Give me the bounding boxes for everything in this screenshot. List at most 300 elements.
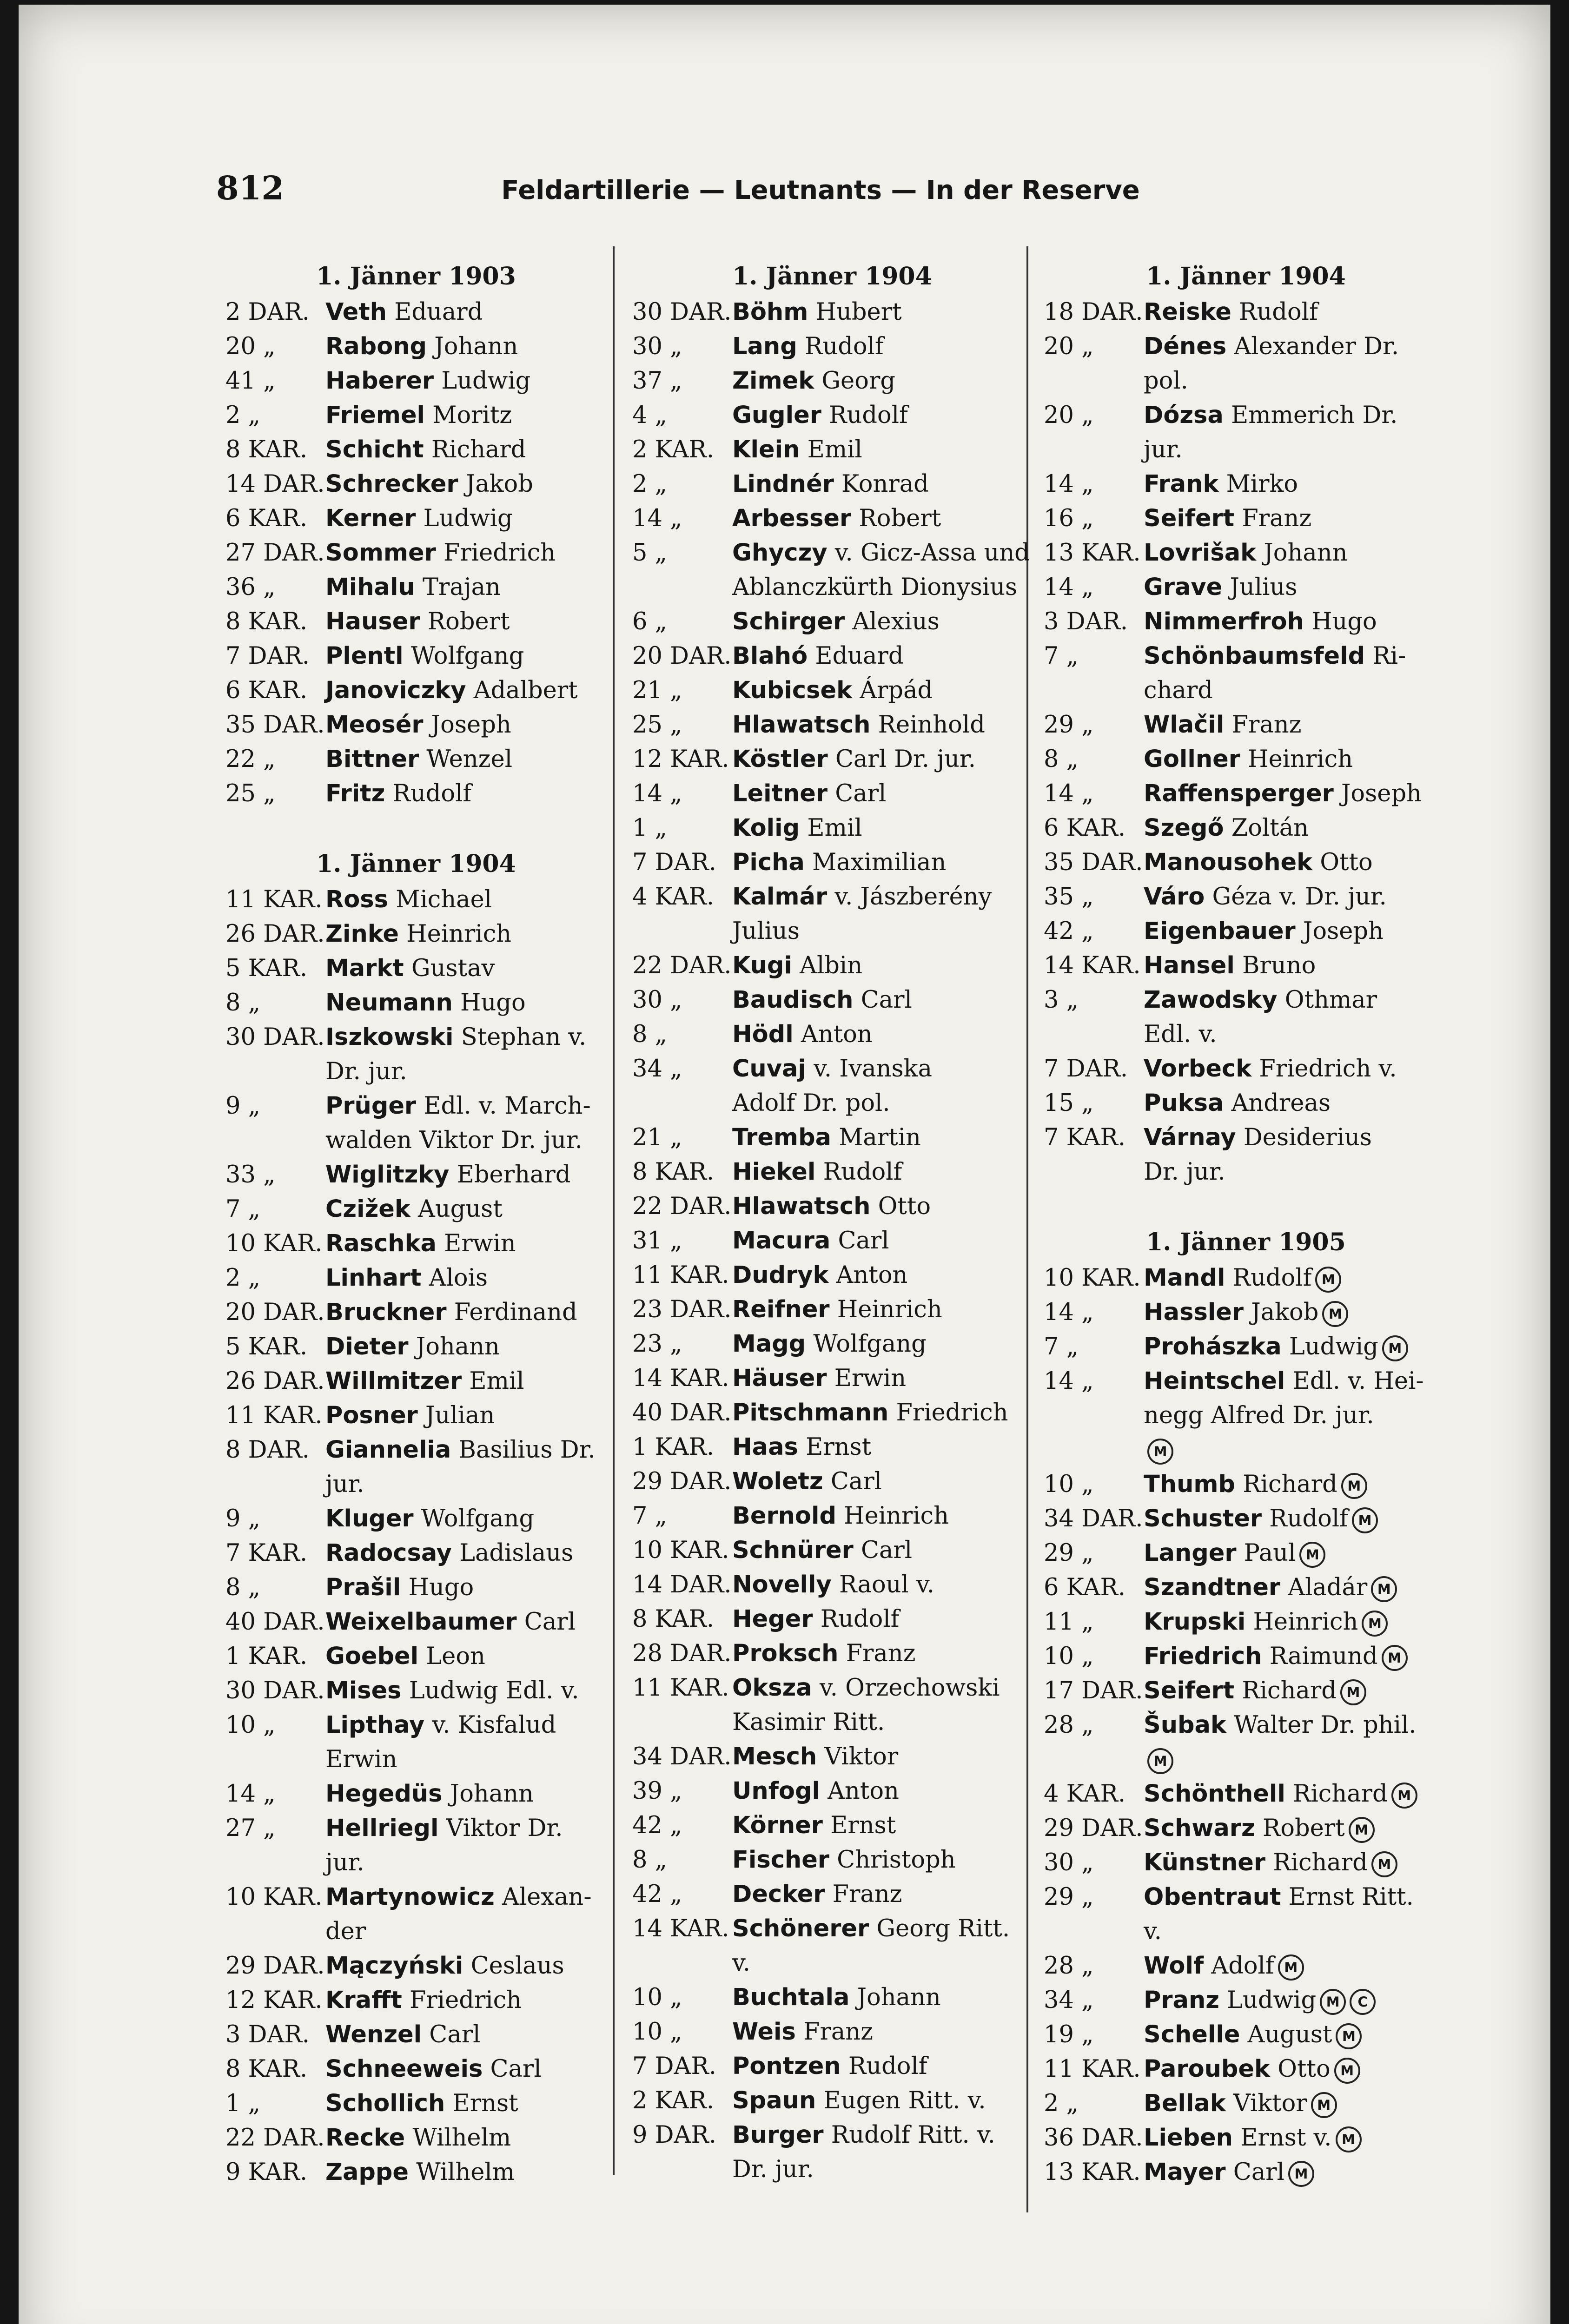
roster-entry <box>225 1399 607 1433</box>
name-detail: Carl <box>828 780 887 807</box>
entry-line <box>732 1499 1032 1533</box>
roster-entry <box>632 398 1032 433</box>
name-detail: Ernst <box>445 2090 518 2117</box>
name-detail: Rudolf <box>797 333 884 360</box>
entry-line <box>325 467 607 502</box>
rank-unit: 14 KAR. <box>632 1915 729 1942</box>
officer-name: Friedrich <box>1144 1643 1262 1670</box>
rank-unit: 41 „ <box>225 367 276 395</box>
officer-name: Neumann <box>325 989 453 1017</box>
entry-line <box>325 1605 607 1639</box>
rank-unit: 4 KAR. <box>1044 1780 1126 1808</box>
roster-column <box>225 258 607 2233</box>
officer-name: Böhm <box>732 298 808 326</box>
rank-unit: 40 DAR. <box>632 1399 732 1426</box>
officer-name: Tremba <box>732 1124 831 1151</box>
entry-line <box>325 1536 607 1571</box>
roster-entry <box>1044 1536 1448 1571</box>
roster-entry <box>632 742 1032 777</box>
rank-unit: 14 „ <box>1044 574 1094 601</box>
rank-unit: 26 DAR. <box>225 1367 325 1395</box>
entry-line <box>732 1740 1032 1774</box>
roster-entry <box>1044 2018 1448 2052</box>
entry-line <box>325 1983 607 2018</box>
name-detail: Jakob <box>1244 1299 1319 1326</box>
entry-line <box>325 364 607 398</box>
roster-entry <box>225 1158 607 1192</box>
roster-entry <box>1044 570 1448 605</box>
rank-unit: 10 KAR. <box>1044 1264 1141 1292</box>
officer-name: Janoviczky <box>325 677 466 704</box>
officer-name: Frank <box>1144 470 1219 498</box>
rank-unit: 6 KAR. <box>1044 814 1126 842</box>
entry-line <box>325 951 607 986</box>
entry-line <box>1144 1983 1448 2018</box>
roster-entry <box>1044 1364 1448 1467</box>
roster-entry <box>225 1949 607 1983</box>
name-detail: Alexan- <box>494 1883 592 1911</box>
entry-line <box>325 1020 607 1055</box>
officer-name: Rabong <box>325 333 427 360</box>
rank-unit: 7 DAR. <box>225 642 310 670</box>
name-detail: Ernst <box>798 1433 872 1461</box>
rank-unit: 21 „ <box>632 1124 682 1151</box>
rank-unit: 11 KAR. <box>225 1402 323 1429</box>
name-detail: v. Jászberény <box>827 883 992 911</box>
circled-m-mark: M <box>1288 2161 1314 2187</box>
name-detail: Johann <box>1256 539 1348 567</box>
rank-unit: 4 KAR. <box>632 883 715 911</box>
circled-m-mark: M <box>1322 1301 1348 1327</box>
name-detail: Emil <box>800 436 862 463</box>
roster-entry <box>225 1330 607 1364</box>
entry-line: Adolf Dr. pol. <box>732 1089 890 1117</box>
name-detail: Wolfgang <box>403 642 524 670</box>
officer-name: Mesch <box>732 1743 817 1770</box>
rank-unit: 30 „ <box>632 986 682 1014</box>
circled-m-mark: M <box>1336 2023 1362 2049</box>
officer-name: Czižek <box>325 1195 410 1223</box>
officer-name: Nimmerfroh <box>1144 608 1304 635</box>
roster-entry <box>632 605 1032 639</box>
roster-entry <box>225 1089 607 1158</box>
officer-name: Kluger <box>325 1505 414 1532</box>
entry-line <box>325 536 607 570</box>
name-detail: Árpád <box>852 677 933 704</box>
name-detail: Friedrich <box>436 539 556 567</box>
name-detail: Carl <box>1225 2159 1284 2186</box>
roster-entry <box>225 639 607 673</box>
roster-entry <box>632 1121 1032 1155</box>
officer-name: Weixelbaumer <box>325 1608 517 1636</box>
entry-line <box>1144 1639 1448 1674</box>
roster-entry <box>632 2084 1032 2118</box>
name-detail: Ludwig <box>1281 1333 1378 1360</box>
name-detail: Carl <box>853 1537 913 1564</box>
entry-line: negg Alfred Dr. jur. <box>1144 1402 1374 1429</box>
roster-entry <box>225 951 607 986</box>
rank-unit: 8 „ <box>1044 746 1079 773</box>
officer-name: Meosér <box>325 711 424 739</box>
name-detail: Aladár <box>1280 1574 1368 1601</box>
officer-name: Manousohek <box>1144 849 1313 876</box>
entry-line <box>732 1637 1032 1671</box>
rank-unit: 14 „ <box>225 1780 276 1808</box>
rank-unit: 8 KAR. <box>225 2055 308 2083</box>
entry-line <box>732 1258 1032 1293</box>
name-detail: August <box>1240 2021 1332 2048</box>
roster-entry <box>632 1396 1032 1430</box>
rank-unit: 11 KAR. <box>632 1261 729 1289</box>
rank-unit: 31 „ <box>632 1227 682 1254</box>
rank-unit: 9 „ <box>225 1092 261 1120</box>
name-detail: Ludwig <box>1219 1987 1317 2014</box>
roster-entry <box>225 1227 607 1261</box>
roster-entry <box>225 2121 607 2155</box>
officer-name: Cuvaj <box>732 1055 806 1083</box>
roster-entry <box>1044 777 1448 811</box>
section-heading: 1. Jänner 1904 <box>732 262 932 290</box>
entry-line <box>1144 639 1448 673</box>
rank-unit: 1 „ <box>632 814 668 842</box>
roster-entry <box>1044 2052 1448 2086</box>
rank-unit: 7 DAR. <box>632 2053 716 2080</box>
officer-name: Mayer <box>1144 2159 1226 2186</box>
roster-entry <box>632 1568 1032 1602</box>
officer-name: Linhart <box>325 1264 422 1292</box>
officer-name: Proksch <box>732 1640 839 1667</box>
roster-entry <box>225 1295 607 1330</box>
officer-name: Schelle <box>1144 2021 1240 2048</box>
officer-name: Hödl <box>732 1021 794 1048</box>
entry-line: der <box>325 1918 366 1945</box>
officer-name: Lang <box>732 333 797 360</box>
entry-line <box>1144 330 1448 364</box>
rank-unit: 7 „ <box>632 1502 668 1530</box>
section-gap <box>225 811 607 845</box>
roster-entry <box>632 1361 1032 1396</box>
roster-entry <box>632 983 1032 1017</box>
roster-entry <box>1044 1708 1448 1777</box>
rank-unit: 14 DAR. <box>632 1571 732 1598</box>
rank-unit: 4 „ <box>632 402 668 429</box>
name-detail: Jakob <box>458 470 533 498</box>
roster-entry <box>632 1052 1032 1121</box>
roster-entry <box>225 986 607 1020</box>
roster-entry <box>225 673 607 708</box>
name-detail: Leon <box>418 1643 485 1670</box>
name-detail: Mirko <box>1218 470 1298 498</box>
rank-unit: 22 DAR. <box>225 2124 325 2152</box>
entry-line <box>325 433 607 467</box>
entry-line <box>1144 1433 1448 1467</box>
officer-name: Schollich <box>325 2090 445 2117</box>
roster-entry <box>225 2086 607 2121</box>
officer-name: Magg <box>732 1330 806 1358</box>
section-gap <box>1044 1189 1448 1224</box>
rank-unit: 27 „ <box>225 1815 276 1842</box>
rank-unit: 2 KAR. <box>632 436 715 463</box>
roster-entry <box>225 742 607 777</box>
officer-name: Hansel <box>1144 952 1235 979</box>
entry-line <box>732 673 1032 708</box>
roster-entry <box>1044 742 1448 777</box>
rank-unit: 34 DAR. <box>1044 1505 1143 1532</box>
rank-unit: 5 KAR. <box>225 955 308 982</box>
entry-line: jur. <box>325 1471 364 1498</box>
entry-line <box>732 1224 1032 1258</box>
name-detail: Alexius <box>845 608 940 635</box>
name-detail: Franz <box>838 1640 916 1667</box>
entry-line <box>1144 845 1448 880</box>
roster-entry <box>632 1258 1032 1293</box>
entry-line <box>732 398 1032 433</box>
officer-name: Várnay <box>1144 1124 1236 1151</box>
rank-unit: 6 KAR. <box>1044 1574 1126 1601</box>
rank-unit: 7 „ <box>1044 642 1079 670</box>
name-detail: Carl <box>483 2055 542 2083</box>
name-detail: Eugen Ritt. v. <box>816 2087 986 2114</box>
officer-name: Schuster <box>1144 1505 1262 1532</box>
roster-entry <box>1044 1467 1448 1502</box>
rank-unit: 14 „ <box>1044 1367 1094 1395</box>
name-detail: Bruno <box>1234 952 1316 979</box>
name-detail: Viktor Dr. <box>438 1815 563 1842</box>
rank-unit: 12 KAR. <box>225 1987 323 2014</box>
rank-unit: 26 DAR. <box>225 920 325 948</box>
name-detail: Wilhelm <box>405 2124 511 2152</box>
roster-entry <box>225 433 607 467</box>
name-detail: v. Ivanska <box>806 1055 932 1083</box>
entry-line: Julius <box>732 918 800 945</box>
officer-name: Veth <box>325 298 387 326</box>
rank-unit: 28 „ <box>1044 1711 1094 1739</box>
name-detail: Emmerich Dr. <box>1223 402 1398 429</box>
officer-name: Dénes <box>1144 333 1227 360</box>
rank-unit: 37 „ <box>632 367 682 395</box>
roster-entry <box>225 1571 607 1605</box>
entry-line <box>325 1639 607 1674</box>
roster-entry <box>225 295 607 330</box>
rank-unit: 14 „ <box>1044 1299 1094 1326</box>
entry-line <box>732 1465 1032 1499</box>
name-detail: Johann <box>408 1333 500 1360</box>
entry-line <box>732 2118 1032 2152</box>
rank-unit: 10 KAR. <box>225 1883 323 1911</box>
officer-name: Mihalu <box>325 574 415 601</box>
entry-line <box>732 1533 1032 1568</box>
rank-unit: 6 KAR. <box>225 677 308 704</box>
rank-unit: 7 DAR. <box>632 849 716 876</box>
roster-entry <box>1044 983 1448 1052</box>
roster-entry <box>632 639 1032 673</box>
roster-entry <box>225 1261 607 1295</box>
name-detail: Anton <box>828 1261 908 1289</box>
officer-name: Lovrišak <box>1144 539 1257 567</box>
name-detail: Raoul v. <box>831 1571 934 1598</box>
entry-line <box>1144 536 1448 570</box>
officer-name: Köstler <box>732 746 828 773</box>
officer-name: Wiglitzky <box>325 1161 450 1188</box>
roster-entry <box>225 2155 607 2190</box>
roster-entry <box>632 1430 1032 1465</box>
entry-line <box>732 1121 1032 1155</box>
rank-unit: 10 „ <box>632 1984 682 2011</box>
entry-line <box>325 883 607 917</box>
roster-entry <box>1044 949 1448 983</box>
entry-line: Edl. v. <box>1144 1021 1217 1048</box>
rank-unit: 7 KAR. <box>1044 1124 1126 1151</box>
roster-entry <box>1044 1261 1448 1295</box>
name-detail: Christoph <box>829 1846 956 1874</box>
entry-line <box>1144 811 1448 845</box>
roster-entry <box>632 1843 1032 1877</box>
circled-m-mark: M <box>1320 1989 1346 2015</box>
name-detail: Heinrich <box>1245 1608 1358 1636</box>
entry-line <box>325 1330 607 1364</box>
officer-name: Langer <box>1144 1539 1237 1567</box>
officer-name: Bellak <box>1144 2090 1226 2117</box>
entry-line <box>732 1602 1032 1637</box>
entry-line <box>732 777 1032 811</box>
entry-line <box>325 1433 607 1467</box>
entry-line <box>732 330 1032 364</box>
circled-m-mark: M <box>1299 1542 1325 1568</box>
rank-unit: 36 „ <box>225 574 276 601</box>
name-detail: Ludwig <box>434 367 531 395</box>
name-detail: Eduard <box>808 642 904 670</box>
officer-name: Arbesser <box>732 505 852 532</box>
entry-line <box>732 1017 1032 1052</box>
officer-name: Macura <box>732 1227 831 1254</box>
rank-unit: 36 DAR. <box>1044 2124 1143 2152</box>
rank-unit: 10 „ <box>1044 1643 1094 1670</box>
officer-name: Schrecker <box>325 470 458 498</box>
roster-entry <box>225 2018 607 2052</box>
name-detail: Moritz <box>425 402 512 429</box>
page-number: 812 <box>216 169 285 207</box>
name-detail: Zoltán <box>1224 814 1309 842</box>
roster-entry <box>632 467 1032 502</box>
entry-line <box>1144 1467 1448 1502</box>
name-detail: Hugo <box>401 1574 474 1601</box>
rank-unit: 1 KAR. <box>632 1433 715 1461</box>
rank-unit: 10 KAR. <box>632 1537 729 1564</box>
roster-entry <box>632 1774 1032 1809</box>
officer-name: Fritz <box>325 780 385 807</box>
name-detail: Hugo <box>1304 608 1377 635</box>
circled-m-mark: M <box>1315 1267 1341 1293</box>
officer-name: Wenzel <box>325 2021 422 2048</box>
officer-name: Zinke <box>325 920 399 948</box>
entry-line <box>1144 1949 1448 1983</box>
officer-name: Friemel <box>325 402 425 429</box>
roster-entry <box>1044 2155 1448 2190</box>
roster-entry <box>1044 1811 1448 1846</box>
entry-line <box>325 673 607 708</box>
circled-m-mark: M <box>1336 2126 1362 2152</box>
officer-name: Hegedüs <box>325 1780 443 1808</box>
name-detail: Carl <box>823 1468 882 1495</box>
name-detail: Heinrich <box>836 1502 949 1530</box>
roster-entry <box>225 1777 607 1811</box>
officer-name: Zimek <box>732 367 814 395</box>
rank-unit: 8 „ <box>225 989 261 1017</box>
entry-line <box>1144 1605 1448 1639</box>
rank-unit: 2 „ <box>225 402 261 429</box>
rank-unit: 22 DAR. <box>632 952 732 979</box>
name-detail: Desiderius <box>1236 1124 1372 1151</box>
circled-m-mark: M <box>1341 1473 1367 1499</box>
roster-entry <box>225 2052 607 2086</box>
entry-line <box>325 1089 607 1123</box>
entry-line <box>325 1777 607 1811</box>
rank-unit: 34 DAR. <box>632 1743 732 1770</box>
rank-unit: 11 KAR. <box>632 1674 729 1702</box>
rank-unit: 11 KAR. <box>225 886 323 913</box>
officer-name: Schicht <box>325 436 424 463</box>
rank-unit: 10 KAR. <box>225 1230 323 1257</box>
entry-line <box>1144 1052 1448 1086</box>
entry-line: Dr. jur. <box>1144 1158 1225 1186</box>
roster-entry <box>1044 639 1448 708</box>
officer-name: Bruckner <box>325 1299 447 1326</box>
name-detail: Friedrich <box>888 1399 1008 1426</box>
officer-name: Seifert <box>1144 1677 1235 1704</box>
entry-line: Dr. jur. <box>325 1058 407 1085</box>
officer-name: Pranz <box>1144 1987 1219 2014</box>
entry-line <box>732 811 1032 845</box>
rank-unit: 40 DAR. <box>225 1608 325 1636</box>
entry-line <box>732 1877 1032 1912</box>
entry-line <box>732 1327 1032 1361</box>
entry-line: chard <box>1144 677 1213 704</box>
entry-line <box>325 398 607 433</box>
roster-entry <box>632 330 1032 364</box>
name-detail: Edl. v. Hei- <box>1285 1367 1424 1395</box>
officer-name: Šubak <box>1144 1711 1226 1739</box>
name-detail: Robert <box>851 505 941 532</box>
officer-name: Váro <box>1144 883 1205 911</box>
name-detail: Richard <box>424 436 526 463</box>
officer-name: Seifert <box>1144 505 1235 532</box>
rank-unit: 25 „ <box>225 780 276 807</box>
rank-unit: 8 „ <box>632 1021 668 1048</box>
entry-line <box>732 433 1032 467</box>
entry-line: v. <box>732 1949 750 1977</box>
name-detail: Carl Dr. jur. <box>828 746 976 773</box>
rank-unit: 5 „ <box>632 539 668 567</box>
name-detail: Heinrich <box>829 1296 942 1323</box>
entry-line <box>1144 1674 1448 1708</box>
name-detail: Rudolf <box>813 1605 900 1633</box>
entry-line <box>325 2121 607 2155</box>
entry-line <box>1144 1364 1448 1399</box>
rank-unit: 2 „ <box>632 470 668 498</box>
officer-name: Körner <box>732 1812 823 1839</box>
officer-name: Blahó <box>732 642 808 670</box>
roster-entry <box>225 536 607 570</box>
officer-name: Hlawatsch <box>732 1193 871 1220</box>
entry-line <box>1144 708 1448 742</box>
section-heading: 1. Jänner 1904 <box>1146 262 1346 290</box>
roster-entry <box>632 1602 1032 1637</box>
entry-line <box>325 502 607 536</box>
entry-line <box>325 1811 607 1846</box>
rank-unit: 2 „ <box>225 1264 261 1292</box>
rank-unit: 30 „ <box>1044 1849 1094 1876</box>
name-detail: Rudolf Ritt. v. <box>823 2121 995 2149</box>
